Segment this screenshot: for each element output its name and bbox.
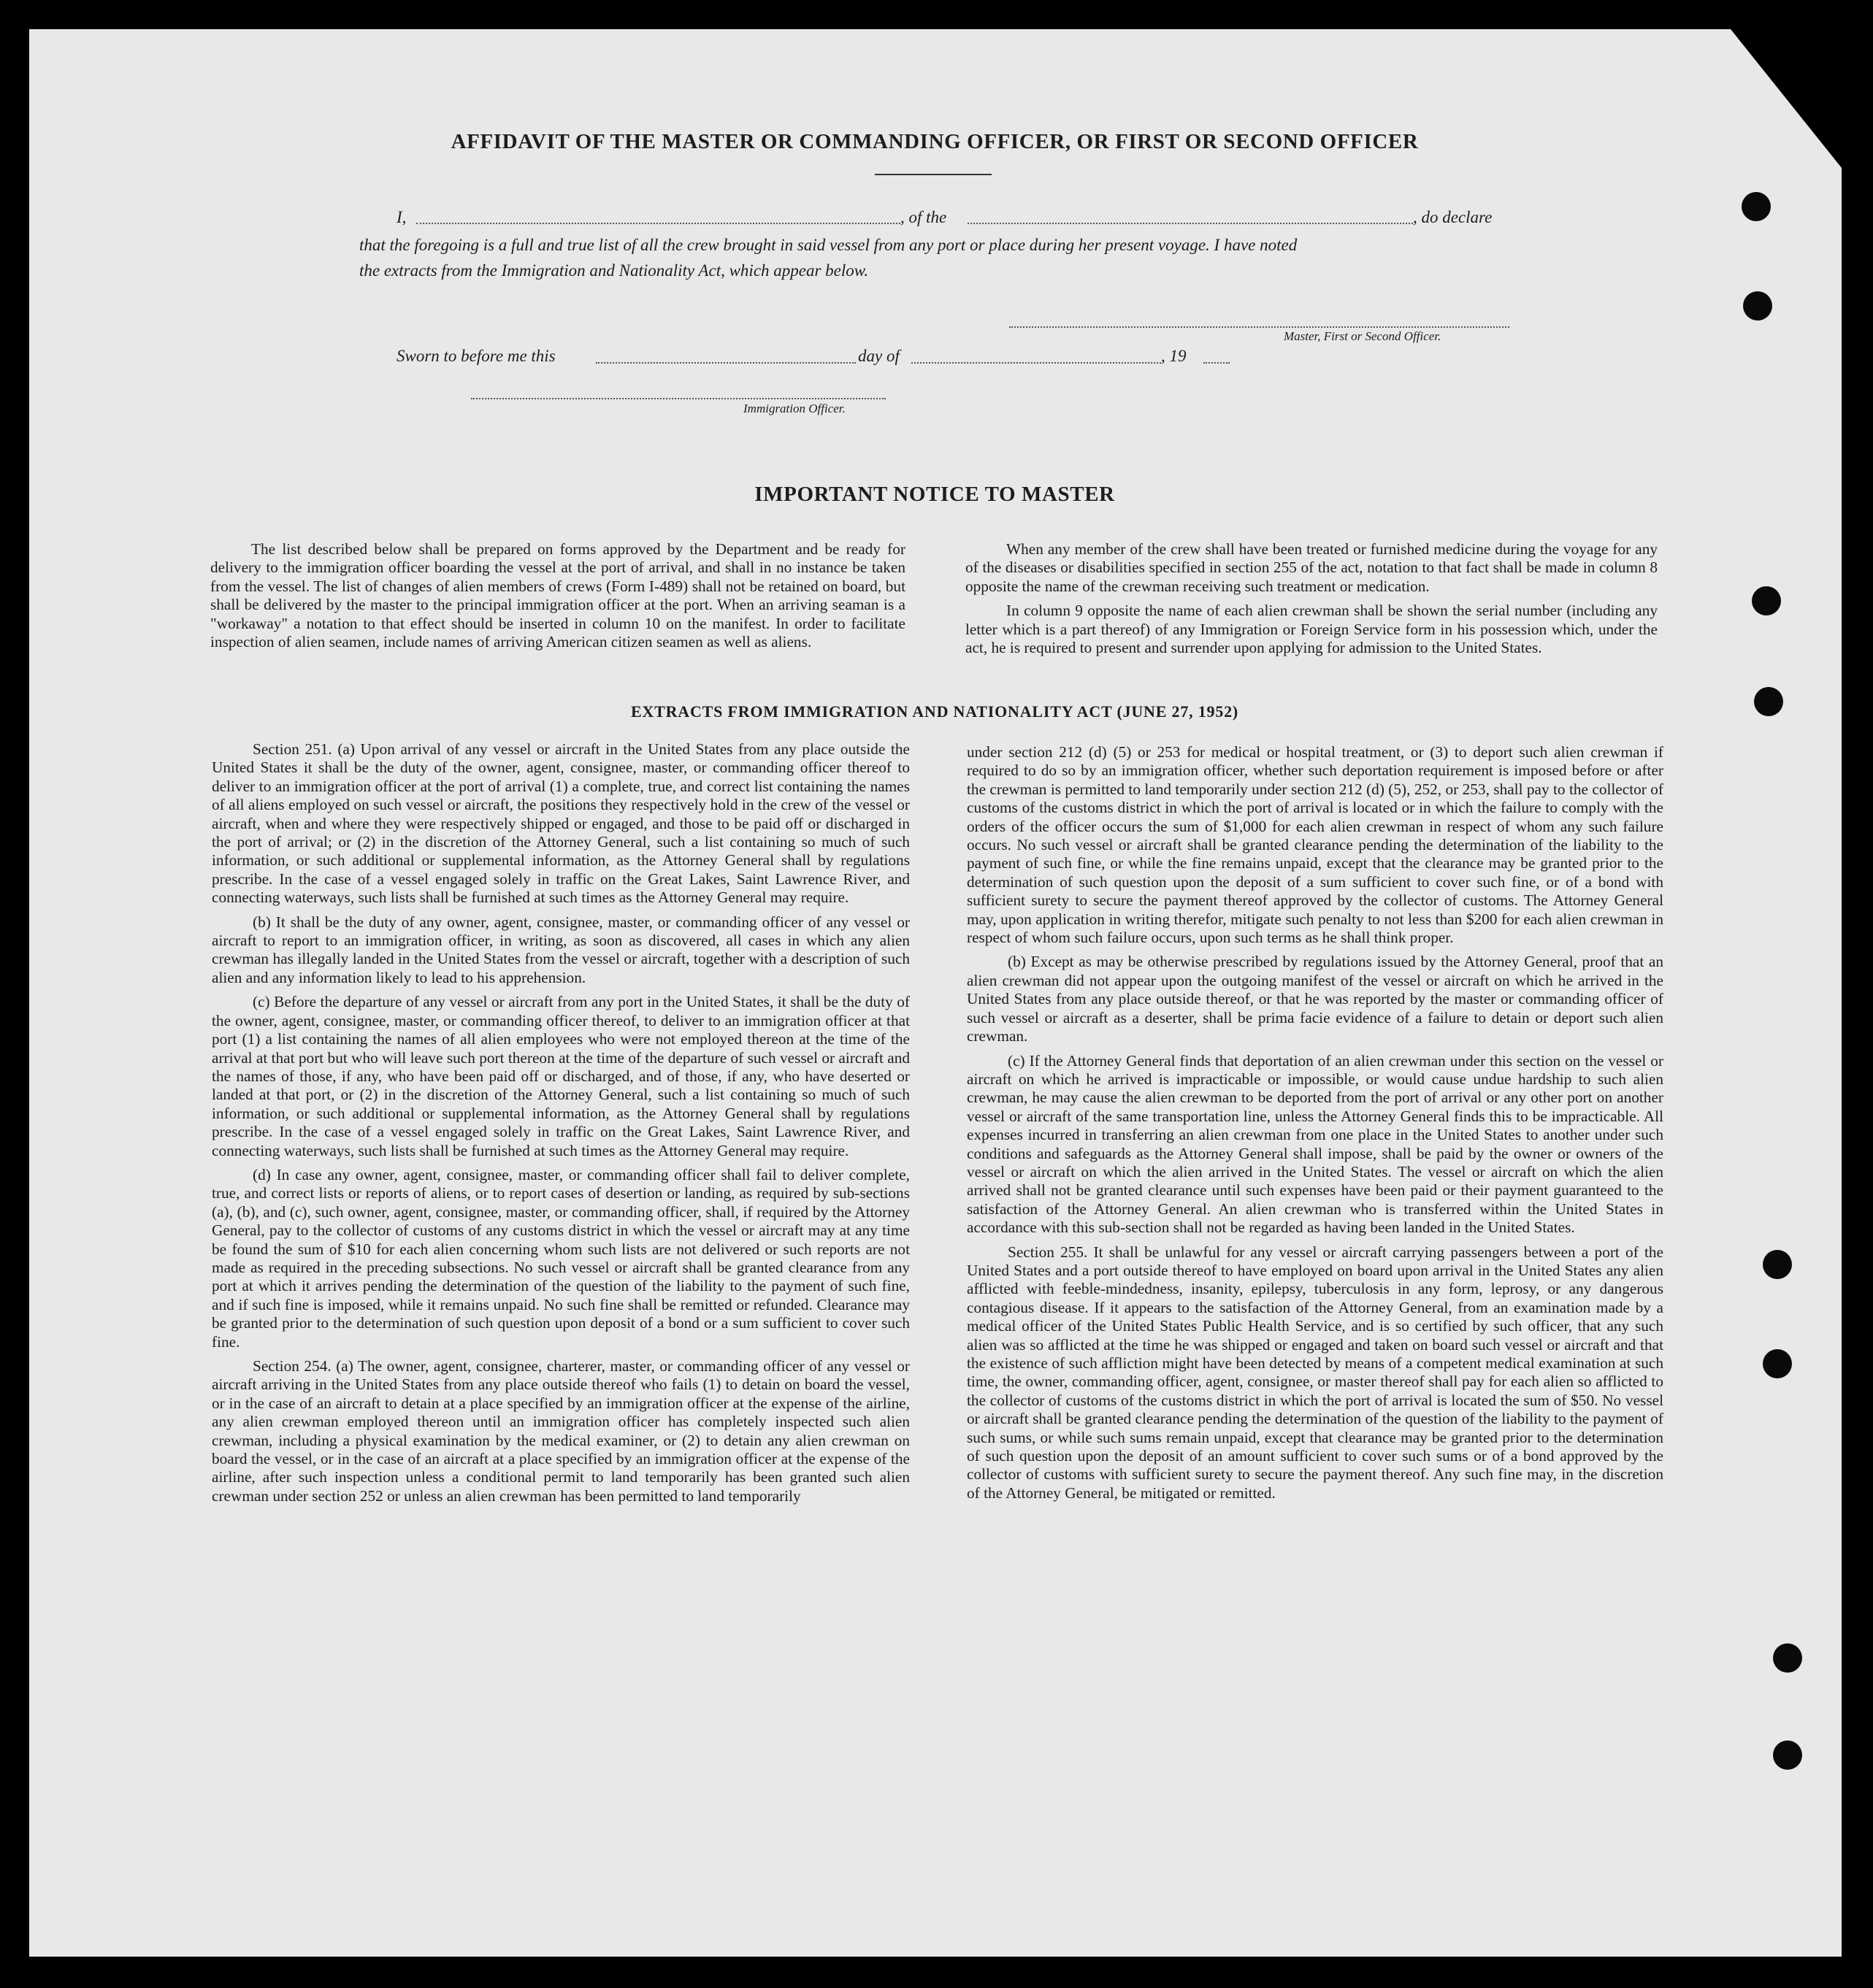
punch-hole [1773,1741,1802,1770]
punch-hole [1763,1250,1792,1279]
officer-signature-line [471,398,886,399]
extract-paragraph: Section 254. (a) The owner, agent, consignee, charterer, master, or commanding officer of any vessel or aircraft arriving in the United States from any place outside thereof who fails (1) to detain on board the vessel, or in the case of an aircraft to detain at a place specified by an immigration officer at the expense of the airline, any alien crewman employed thereon until an immigration officer has completely inspected such alien crewman, including a physical examination by the medical examiner, or (2) to detain any alien crewman on board the vessel, or in the case of an aircraft at a place specified by an immigration officer at the expense of the airline, after such inspection unless a conditional permit to land temporarily has been granted such alien crewman under section 252 or unless an alien crewman has been permitted to land temporarily [212,1357,910,1505]
punch-hole [1763,1349,1792,1378]
sworn-day-blank [596,362,856,364]
extract-paragraph: (d) In case any owner, agent, consignee, master, or commanding officer shall fail to deliver complete, true, and correct lists or reports of aliens, or to report cases of desertion or landing, as required by sub-sections (a), (b), and (c), such owner, agent, consignee, master, or commanding officer, shall, if required by the Attorney General, pay to the collector of customs of any customs district in which the vessel or aircraft may at any time be found the sum of $10 for each alien concerning whom such lists are not delivered or such reports are not made as required in the preceding subsections. No such vessel or aircraft shall be granted clearance from any port at which it arrives pending the determination of the question of the liability to the payment of such fine, and if such fine is imposed, while it remains unpaid. No such fine shall be remitted or refunded. Clearance may be granted prior to the determination of such question upon deposit of a bond or a sum sufficient to cover such fine. [212,1165,910,1351]
extracts-title: EXTRACTS FROM IMMIGRATION AND NATIONALITY ACT (JUNE 27, 1952) [630,702,1239,721]
affidavit-line-2: that the foregoing is a full and true list of all the crew brought in said vessel from any port or place during her present voyage. I have noted [359,236,1298,254]
extract-paragraph: (c) Before the departure of any vessel or aircraft from any port in the United States, it shall be the duty of the owner, agent, consignee, master, or commanding officer thereof, to deliver to an immigration officer at that port (1) a list containing the names of all alien employees who were not employed thereon at the time of the arrival at that port but who will leave such port thereon at the time of the departure of such vessel or aircraft and the names of those, if any, who have been paid off or discharged, and of those, if any, who have deserted or landed at that port, or (2) in the discretion of the Attorney General, such a list containing so much of such information, or such additional or supplemental information, as the Attorney General shall by regulations prescribe. In the case of a vessel engaged solely in traffic on the Great Lakes, Saint Lawrence River, and connecting waterways, such lists shall be furnished at such times as the Attorney General may require. [212,993,910,1159]
affidavit-of-the: , of the [900,208,947,226]
notice-title: IMPORTANT NOTICE TO MASTER [754,483,1115,506]
officer-signature-label: Immigration Officer. [743,402,846,415]
notice-paragraph: In column 9 opposite the name of each alien crewman shall be shown the serial number (including any letter which is a part thereof) of any Immigration or Foreign Service form in his possession which, under the act, he is required to present and surrender upon applying for admission to the United States. [965,602,1658,657]
extracts-right-column [967,743,1663,1508]
day-of-text: day of [858,347,900,365]
notice-left [210,540,905,657]
punch-hole [1773,1643,1802,1673]
sworn-text: Sworn to before me this [397,347,556,365]
extract-paragraph: (c) If the Attorney General finds that deportation of an alien crewman under this section on the vessel or aircraft on which he arrived is impracticable or impossible, or would cause undue hardship to such alien crewman, he may cause the alien crewman to be deported from the port of arrival or any other port on another vessel or aircraft of the same transportation line, unless the Attorney General finds this to be impracticable. All expenses incurred in transferring an alien crewman from one place in the United States to another under such conditions and safeguards as the Attorney General shall impose, shall be paid by the owner or owners of the vessel or aircraft on which the alien arrived in the United States. The vessel or aircraft on which the alien arrived shall not be granted clearance until such expenses have been paid or their payment guaranteed to the satisfaction of the Attorney General. An alien crewman who is transferred within the United States in accordance with this sub-section shall not be regarded as having been landed in the United States. [967,1051,1663,1237]
master-signature-line [1009,326,1509,328]
punch-hole [1752,586,1781,615]
affidavit-do-declare: , do declare [1413,208,1493,226]
master-signature-label: Master, First or Second Officer. [1284,329,1441,343]
year-text: , 19 [1161,347,1187,365]
punch-hole [1742,192,1771,221]
month-blank [911,362,1161,364]
vessel-blank [968,223,1413,224]
affidavit-line-3: the extracts from the Immigration and Nationality Act, which appear below. [359,261,869,280]
extracts-left-column [212,740,910,1511]
extract-paragraph: (b) It shall be the duty of any owner, agent, consignee, master, or commanding officer of any vessel or aircraft to report to an immigration officer, in writing, as soon as discovered, all cases in which any alien crewman has illegally landed in the United States from the vessel or aircraft, together with a description of such alien and any information likely to lead to his apprehension. [212,913,910,986]
notice-right [965,540,1658,663]
notice-paragraph: The list described below shall be prepared on forms approved by the Department and be ready for delivery to the immigration officer boarding the vessel at the port of arrival, and shall in no instance be taken from the vessel. The list of changes of alien members of crews (Form I-489) shall not be retained on board, but shall be delivered by the master to the principal immigration officer at the port. When an arriving seaman is a "workaway" a notation to that effect should be inserted in column 10 on the manifest. In order to facilitate inspection of alien seamen, include names of arriving American citizen seamen as well as aliens. [210,540,905,651]
title-divider [875,174,992,175]
name-blank [416,223,900,224]
affidavit-title: AFFIDAVIT OF THE MASTER OR COMMANDING OFFICER, OR FIRST OR SECOND OFFICER [451,130,1419,153]
extract-paragraph: under section 212 (d) (5) or 253 for medical or hospital treatment, or (3) to deport such alien crewman if required to do so by an immigration officer, whether such deportation requirement is imposed before or after the crewman is permitted to land temporarily under section 212 (d) (5), 252, or 253, shall pay to the collector of customs of the customs district in which the port of arrival is located or in which the failure to comply with the orders of the officer occurs the sum of $1,000 for each alien crewman in respect of whom any such failure occurs. No such vessel or aircraft shall be granted clearance pending the determination of the liability to the payment of such fine, or while the fine remains unpaid, except that the clearance may be granted prior to the determination of such question upon the deposit of a sum sufficient to cover such fine, or of a bond with sufficient surety to secure the payment thereof approved by the collector of customs. The Attorney General may, upon application in writing therefor, mitigate such penalty to not less than $200 for each alien crewman in respect of whom such failure occurs, upon such terms as he shall think proper. [967,743,1663,947]
extract-paragraph: (b) Except as may be otherwise prescribed by regulations issued by the Attorney General, proof that an alien crewman did not appear upon the outgoing manifest of the vessel or aircraft on which he arrived in the United States from any place outside thereof, or that he was reported by the master or commanding officer of such vessel or aircraft as a deserter, shall be prima facie evidence of a failure to detain or deport such alien crewman. [967,953,1663,1045]
year-blank [1203,362,1230,364]
extract-paragraph: Section 251. (a) Upon arrival of any vessel or aircraft in the United States from any place outside the United States it shall be the duty of the owner, agent, consignee, master, or commanding officer thereof to deliver to an immigration officer at the port of arrival (1) a complete, true, and correct list containing the names of all aliens employed on such vessel or aircraft, the positions they respectively hold in the crew of the vessel or aircraft, when and where they were respectively shipped or engaged, and those to be paid off or discharged in the port of arrival; or (2) in the discretion of the Attorney General, such a list containing so much of such information, or such additional or supplemental information, as the Attorney General shall by regulations prescribe. In the case of a vessel engaged solely in traffic on the Great Lakes, Saint Lawrence River, and connecting waterways, such lists shall be furnished at such times as the Attorney General may require. [212,740,910,907]
affidavit-i: I, [397,208,407,226]
notice-paragraph: When any member of the crew shall have been treated or furnished medicine during the voyage for any of the diseases or disabilities specified in section 255 of the act, notation to that fact shall be made in column 8 opposite the name of the crewman receiving such treatment or medication. [965,540,1658,595]
extract-paragraph: Section 255. It shall be unlawful for any vessel or aircraft carrying passengers between a port of the United States and a port outside thereof to have employed on board upon arrival in the United States any alien afflicted with feeble-mindedness, insanity, epilepsy, tuberculosis in any form, leprosy, or any dangerous contagious disease. If it appears to the satisfaction of the Attorney General, from an examination made by a medical officer of the United States Public Health Service, and is so certified by such officer, that any such alien was so afflicted at the time he was shipped or engaged and taken on board such vessel or aircraft and that the existence of such affliction might have been detected by means of a competent medical examination at such time, the owner, commanding officer, agent, consignee, or master thereof shall pay for each alien so afflicted to the collector of customs of the customs district in which the port of arrival is located the sum of $50. No vessel or aircraft shall be granted clearance pending the determination of the question of the liability to the payment of such sums, or while such sums remain unpaid, except that clearance may be granted prior to the determination of such question upon the deposit of an amount sufficient to cover such sums or of a bond approved by the collector of customs with sufficient surety to secure the payment thereof. Any such fine may, in the discretion of the Attorney General, be mitigated or remitted. [967,1243,1663,1502]
punch-hole [1743,291,1772,321]
